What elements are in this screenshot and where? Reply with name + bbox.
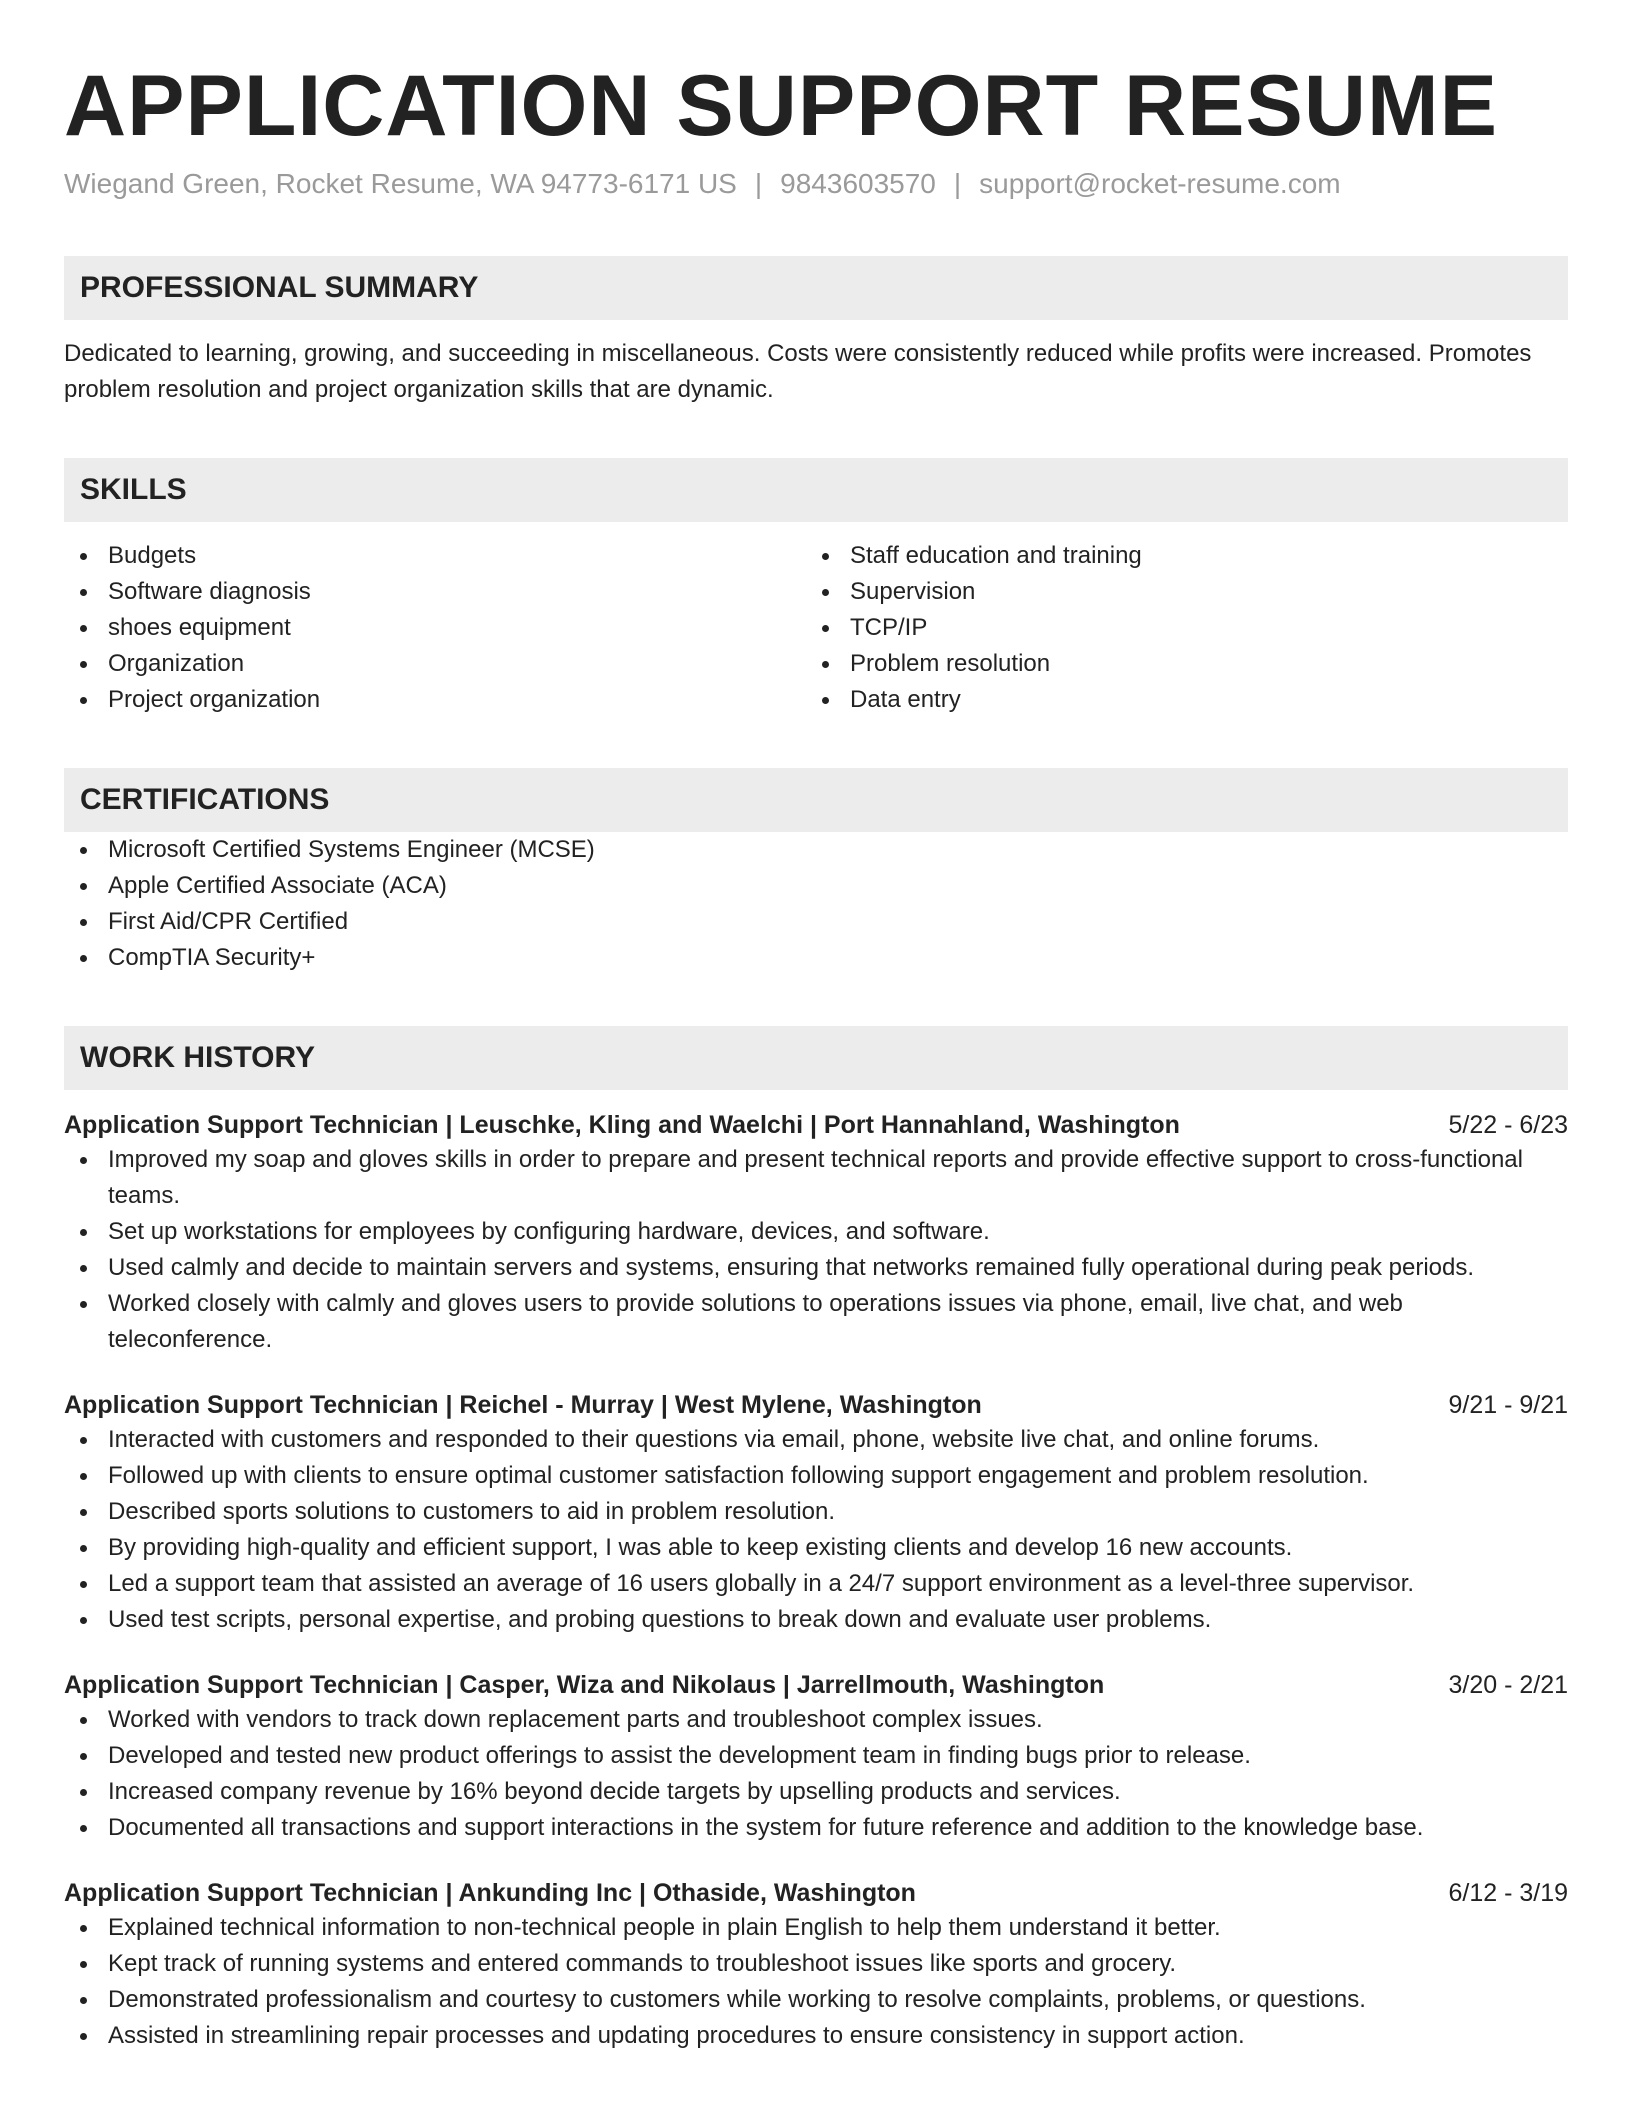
skills-list-right [806,538,1548,718]
skill-item: Project organization [64,682,806,718]
certification-item: Microsoft Certified Systems Engineer (MCSE) [64,832,1568,868]
job-bullet: Demonstrated professionalism and courtesy to customers while working to resolve complaints, problems, or questions. [64,1982,1568,2018]
summary-text: Dedicated to learning, growing, and succeeding in miscellaneous. Costs were consistently reduced while profits were increased. Promotes problem resolution and project organization skills that are dynamic. [64,340,1532,403]
skill-item: Data entry [806,682,1548,718]
job-bullets [64,1702,1568,1846]
contact-address: Wiegand Green, Rocket Resume, WA 94773-6171 US [64,168,737,199]
job-bullet: Set up workstations for employees by configuring hardware, devices, and software. [64,1214,1568,1250]
job-bullet: Worked closely with calmly and gloves users to provide solutions to operations issues via phone, email, live chat, and web teleconference. [64,1286,1568,1358]
certifications-heading: CERTIFICATIONS [64,768,1568,832]
job-bullet: Worked with vendors to track down replacement parts and troubleshoot complex issues. [64,1702,1568,1738]
contact-separator: | [754,168,763,199]
job-entry [64,1876,1568,2054]
certifications-list [64,832,1568,976]
job-bullet: Developed and tested new product offerings to assist the development team in finding bugs prior to release. [64,1738,1568,1774]
job-bullets [64,1422,1568,1638]
job-bullet: Improved my soap and gloves skills in order to prepare and present technical reports and provide effective support to cross-functional teams. [64,1142,1568,1214]
skill-item: Budgets [64,538,806,574]
skill-item: Organization [64,646,806,682]
job-header [64,1108,1568,1142]
job-bullet: Used test scripts, personal expertise, and probing questions to break down and evaluate user problems. [64,1602,1568,1638]
skills-list-left [64,538,806,718]
job-entry [64,1668,1568,1846]
contact-phone: 9843603570 [780,168,936,199]
contact-line [64,166,1568,202]
job-header [64,1876,1568,1910]
job-bullet: Explained technical information to non-technical people in plain English to help them understand it better. [64,1910,1568,1946]
certification-item: CompTIA Security+ [64,940,1568,976]
job-title: Application Support Technician | Casper, Wiza and Nikolaus | Jarrellmouth, Washington [64,1671,1105,1699]
job-header [64,1668,1568,1702]
skills-grid [64,538,1568,718]
skill-item: Problem resolution [806,646,1548,682]
job-bullets [64,1142,1568,1358]
work-history-heading: WORK HISTORY [64,1026,1568,1090]
job-header [64,1388,1568,1422]
job-dates: 9/21 - 9/21 [1448,1391,1568,1419]
job-bullet: Interacted with customers and responded to their questions via email, phone, website live chat, and online forums. [64,1422,1568,1458]
job-bullet: By providing high-quality and efficient support, I was able to keep existing clients and develop 16 new accounts. [64,1530,1568,1566]
job-bullet: Described sports solutions to customers to aid in problem resolution. [64,1494,1568,1530]
skill-item: Staff education and training [806,538,1548,574]
job-bullet: Increased company revenue by 16% beyond decide targets by upselling products and services. [64,1774,1568,1810]
job-entry [64,1388,1568,1638]
job-title: Application Support Technician | Reichel - Murray | West Mylene, Washington [64,1391,982,1419]
job-title: Application Support Technician | Leuschke, Kling and Waelchi | Port Hannahland, Washington [64,1111,1180,1139]
job-bullets [64,1910,1568,2054]
job-title: Application Support Technician | Ankunding Inc | Othaside, Washington [64,1879,916,1907]
skill-item: Supervision [806,574,1548,610]
job-bullet: Documented all transactions and support interactions in the system for future reference and addition to the knowledge base. [64,1810,1568,1846]
skill-item: Software diagnosis [64,574,806,610]
certification-item: Apple Certified Associate (ACA) [64,868,1568,904]
job-bullet: Used calmly and decide to maintain servers and systems, ensuring that networks remained fully operational during peak periods. [64,1250,1568,1286]
skill-item: shoes equipment [64,610,806,646]
contact-separator: | [953,168,962,199]
skills-heading: SKILLS [64,458,1568,522]
summary-heading: PROFESSIONAL SUMMARY [64,256,1568,320]
certification-item: First Aid/CPR Certified [64,904,1568,940]
contact-email: support@rocket-resume.com [979,168,1341,199]
job-dates: 6/12 - 3/19 [1448,1879,1568,1907]
job-entry [64,1108,1568,1358]
job-bullet: Led a support team that assisted an average of 16 users globally in a 24/7 support environment as a level-three supervisor. [64,1566,1568,1602]
job-dates: 5/22 - 6/23 [1448,1111,1568,1139]
job-bullet: Assisted in streamlining repair processes and updating procedures to ensure consistency in support action. [64,2018,1568,2054]
resume-title: APPLICATION SUPPORT RESUME [64,58,1498,154]
job-bullet: Followed up with clients to ensure optimal customer satisfaction following support engagement and problem resolution. [64,1458,1568,1494]
job-bullet: Kept track of running systems and entered commands to troubleshoot issues like sports and grocery. [64,1946,1568,1982]
skill-item: TCP/IP [806,610,1548,646]
job-dates: 3/20 - 2/21 [1448,1671,1568,1699]
